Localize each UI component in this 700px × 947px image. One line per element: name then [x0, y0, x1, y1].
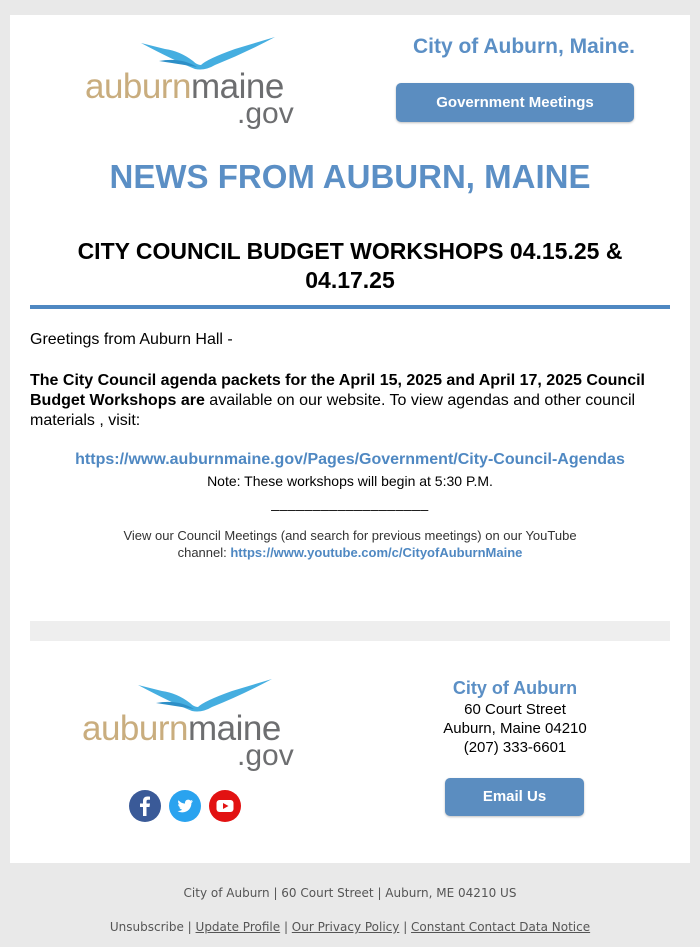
footer-logo[interactable]	[82, 677, 302, 772]
logo-wordmark: auburnmaine	[85, 67, 284, 106]
bottom-links	[0, 920, 700, 934]
update-profile-link[interactable]: Update Profile	[195, 920, 281, 934]
separator: |	[183, 920, 196, 934]
gray-spacer	[30, 621, 670, 641]
bottom-address-line: City of Auburn | 60 Court Street | Auburn, ME 04210 US	[183, 886, 517, 900]
header-city-title: City of Auburn, Maine.	[412, 35, 636, 58]
headline: CITY COUNCIL BUDGET WORKSHOPS 04.15.25 & 04.17.25	[77, 238, 623, 293]
header-logo[interactable]	[85, 35, 305, 130]
agenda-link[interactable]: https://www.auburnmaine.gov/Pages/Government/City-Council-Agendas	[75, 451, 625, 468]
footer-city-name: City of Auburn	[452, 678, 578, 698]
separator: |	[280, 920, 292, 934]
logo-gov: .gov	[237, 739, 294, 772]
data-notice-link[interactable]: Constant Contact Data Notice	[411, 920, 591, 934]
footer-phone: (207) 333-6601	[463, 739, 567, 756]
email-us-button[interactable]: Email Us	[445, 778, 584, 816]
workshop-note: Note: These workshops will begin at 5:30 P.M.	[207, 473, 493, 489]
unsubscribe-link[interactable]: Unsubscribe	[109, 920, 184, 934]
logo-wordmark: auburnmaine	[82, 709, 281, 748]
government-meetings-button[interactable]: Government Meetings	[396, 83, 634, 122]
body-paragraph	[30, 371, 660, 431]
email-card	[10, 15, 690, 863]
facebook-icon[interactable]	[129, 790, 161, 822]
privacy-policy-link[interactable]: Our Privacy Policy	[291, 920, 400, 934]
footer-address-street: 60 Court Street	[464, 701, 566, 718]
twitter-icon[interactable]	[169, 790, 201, 822]
logo-gov: .gov	[237, 97, 294, 130]
youtube-icon[interactable]	[209, 790, 241, 822]
news-title: NEWS FROM AUBURN, MAINE	[109, 158, 591, 195]
youtube-link[interactable]: https://www.youtube.com/c/CityofAuburnMaine	[230, 545, 523, 560]
text-divider: ___________________	[271, 495, 429, 511]
body-rest-text: available on our website. To view agendas and other council materials , visit:	[30, 392, 636, 429]
youtube-paragraph	[100, 527, 600, 561]
greeting-text: Greetings from Auburn Hall -	[30, 331, 233, 348]
divider-rule	[30, 305, 670, 309]
youtube-text: View our Council Meetings (and search for previous meetings) on our YouTube channel:	[123, 528, 577, 560]
footer-address-city: Auburn, Maine 04210	[443, 720, 587, 737]
body-bold-text: The City Council agenda packets for the April 15, 2025 and April 17, 2025 Council Budget Workshops are	[30, 372, 645, 409]
separator: |	[399, 920, 412, 934]
